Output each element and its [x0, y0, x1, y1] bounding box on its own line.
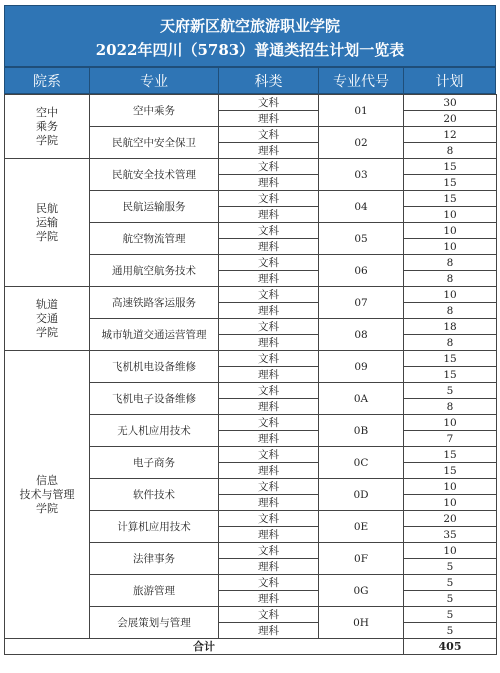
plan-count: 15: [404, 351, 497, 367]
plan-count: 15: [404, 159, 497, 175]
college-name-line: 学院: [36, 501, 58, 515]
major-name: 法律事务: [90, 543, 219, 575]
track-cell: 理科: [219, 495, 319, 511]
major-code: 05: [319, 223, 404, 255]
college-name-line: 学院: [36, 229, 58, 243]
college-name: [5, 351, 90, 639]
college-name-line: 乘务: [36, 119, 58, 133]
major-code: 0H: [319, 607, 404, 639]
major-name: 民航运输服务: [90, 191, 219, 223]
track-cell: 理科: [219, 207, 319, 223]
track-cell: 文科: [219, 447, 319, 463]
major-code: 0E: [319, 511, 404, 543]
major-name: 城市轨道交通运营管理: [90, 319, 219, 351]
plan-count: 8: [404, 143, 497, 159]
major-code: 02: [319, 127, 404, 159]
major-name: 通用航空航务技术: [90, 255, 219, 287]
plan-count: 10: [404, 415, 497, 431]
track-cell: 理科: [219, 623, 319, 639]
track-cell: 理科: [219, 463, 319, 479]
school-title: 天府新区航空旅游职业学院: [159, 17, 340, 35]
track-cell: 文科: [219, 415, 319, 431]
plan-count: 10: [404, 223, 497, 239]
track-cell: 理科: [219, 559, 319, 575]
plan-count: 5: [404, 383, 497, 399]
plan-count: 8: [404, 399, 497, 415]
major-name: 计算机应用技术: [90, 511, 219, 543]
track-cell: 文科: [219, 319, 319, 335]
plan-count: 10: [404, 495, 497, 511]
plan-count: 8: [404, 255, 497, 271]
college-name-line: 信息: [36, 473, 58, 487]
major-code: 0D: [319, 479, 404, 511]
track-cell: 理科: [219, 335, 319, 351]
track-cell: 文科: [219, 543, 319, 559]
major-name: 空中乘务: [90, 95, 219, 127]
major-name: 软件技术: [90, 479, 219, 511]
header-track: 科类: [218, 67, 319, 94]
plan-table-body: [5, 95, 497, 655]
college-name: [5, 287, 90, 351]
plan-count: 35: [404, 527, 497, 543]
major-name: 会展策划与管理: [90, 607, 219, 639]
college-name-line: 民航: [36, 201, 58, 215]
header-plan: 计划: [403, 67, 496, 94]
major-code: 04: [319, 191, 404, 223]
major-code: 0G: [319, 575, 404, 607]
table-row: [5, 351, 497, 367]
track-cell: 文科: [219, 127, 319, 143]
college-name-line: 技术与管理: [19, 487, 75, 501]
college-name-line: 空中: [36, 105, 58, 119]
track-cell: 文科: [219, 383, 319, 399]
total-value: 405: [404, 639, 497, 655]
college-name: [5, 159, 90, 287]
track-cell: 理科: [219, 591, 319, 607]
track-cell: 文科: [219, 159, 319, 175]
college-name-line: 交通: [36, 311, 58, 325]
track-cell: 理科: [219, 303, 319, 319]
track-cell: 文科: [219, 191, 319, 207]
major-name: 无人机应用技术: [90, 415, 219, 447]
header-college: 院系: [4, 67, 90, 94]
major-name: 电子商务: [90, 447, 219, 479]
major-code: 0F: [319, 543, 404, 575]
major-code: 03: [319, 159, 404, 191]
major-name: 民航安全技术管理: [90, 159, 219, 191]
plan-table: [4, 94, 497, 655]
track-cell: 理科: [219, 271, 319, 287]
plan-count: 15: [404, 191, 497, 207]
plan-count: 10: [404, 543, 497, 559]
plan-count: 10: [404, 287, 497, 303]
plan-count: 7: [404, 431, 497, 447]
major-code: 08: [319, 319, 404, 351]
plan-count: 10: [404, 479, 497, 495]
plan-count: 20: [404, 511, 497, 527]
plan-count: 20: [404, 111, 497, 127]
track-cell: 理科: [219, 143, 319, 159]
plan-count: 15: [404, 175, 497, 191]
track-cell: 理科: [219, 367, 319, 383]
track-cell: 理科: [219, 399, 319, 415]
plan-count: 15: [404, 367, 497, 383]
track-cell: 文科: [219, 575, 319, 591]
track-cell: 文科: [219, 607, 319, 623]
major-code: 07: [319, 287, 404, 319]
plan-count: 8: [404, 271, 497, 287]
plan-count: 5: [404, 623, 497, 639]
header-code: 专业代号: [318, 67, 404, 94]
plan-count: 10: [404, 207, 497, 223]
major-code: 0B: [319, 415, 404, 447]
plan-title: 2022年四川（5783）普通类招生计划一览表: [95, 41, 405, 59]
track-cell: 理科: [219, 431, 319, 447]
plan-count: 5: [404, 559, 497, 575]
college-name-line: 学院: [36, 325, 58, 339]
college-name-line: 轨道: [36, 297, 58, 311]
major-code: 06: [319, 255, 404, 287]
table-row: [5, 95, 497, 111]
major-name: 飞机机电设备维修: [90, 351, 219, 383]
total-label: 合计: [5, 639, 404, 655]
track-cell: 文科: [219, 351, 319, 367]
major-code: 01: [319, 95, 404, 127]
track-cell: 文科: [219, 95, 319, 111]
plan-count: 10: [404, 239, 497, 255]
track-cell: 文科: [219, 255, 319, 271]
major-name: 旅游管理: [90, 575, 219, 607]
plan-count: 5: [404, 575, 497, 591]
track-cell: 文科: [219, 223, 319, 239]
plan-count: 15: [404, 463, 497, 479]
table-row: [5, 287, 497, 303]
plan-count: 12: [404, 127, 497, 143]
college-name-line: 学院: [36, 133, 58, 147]
major-name: 民航空中安全保卫: [90, 127, 219, 159]
plan-count: 15: [404, 447, 497, 463]
title-band: [4, 5, 496, 67]
plan-count: 5: [404, 591, 497, 607]
college-name: [5, 95, 90, 159]
track-cell: 理科: [219, 111, 319, 127]
track-cell: 文科: [219, 479, 319, 495]
plan-count: 5: [404, 607, 497, 623]
table-row: [5, 159, 497, 175]
major-code: 0C: [319, 447, 404, 479]
major-name: 高速铁路客运服务: [90, 287, 219, 319]
major-code: 0A: [319, 383, 404, 415]
track-cell: 理科: [219, 175, 319, 191]
plan-count: 8: [404, 303, 497, 319]
major-name: 航空物流管理: [90, 223, 219, 255]
track-cell: 理科: [219, 239, 319, 255]
college-name-line: 运输: [36, 215, 58, 229]
major-name: 飞机电子设备维修: [90, 383, 219, 415]
header-major: 专业: [89, 67, 219, 94]
track-cell: 理科: [219, 527, 319, 543]
plan-count: 18: [404, 319, 497, 335]
plan-count: 30: [404, 95, 497, 111]
plan-count: 8: [404, 335, 497, 351]
total-row: [5, 639, 497, 655]
track-cell: 文科: [219, 511, 319, 527]
major-code: 09: [319, 351, 404, 383]
track-cell: 文科: [219, 287, 319, 303]
